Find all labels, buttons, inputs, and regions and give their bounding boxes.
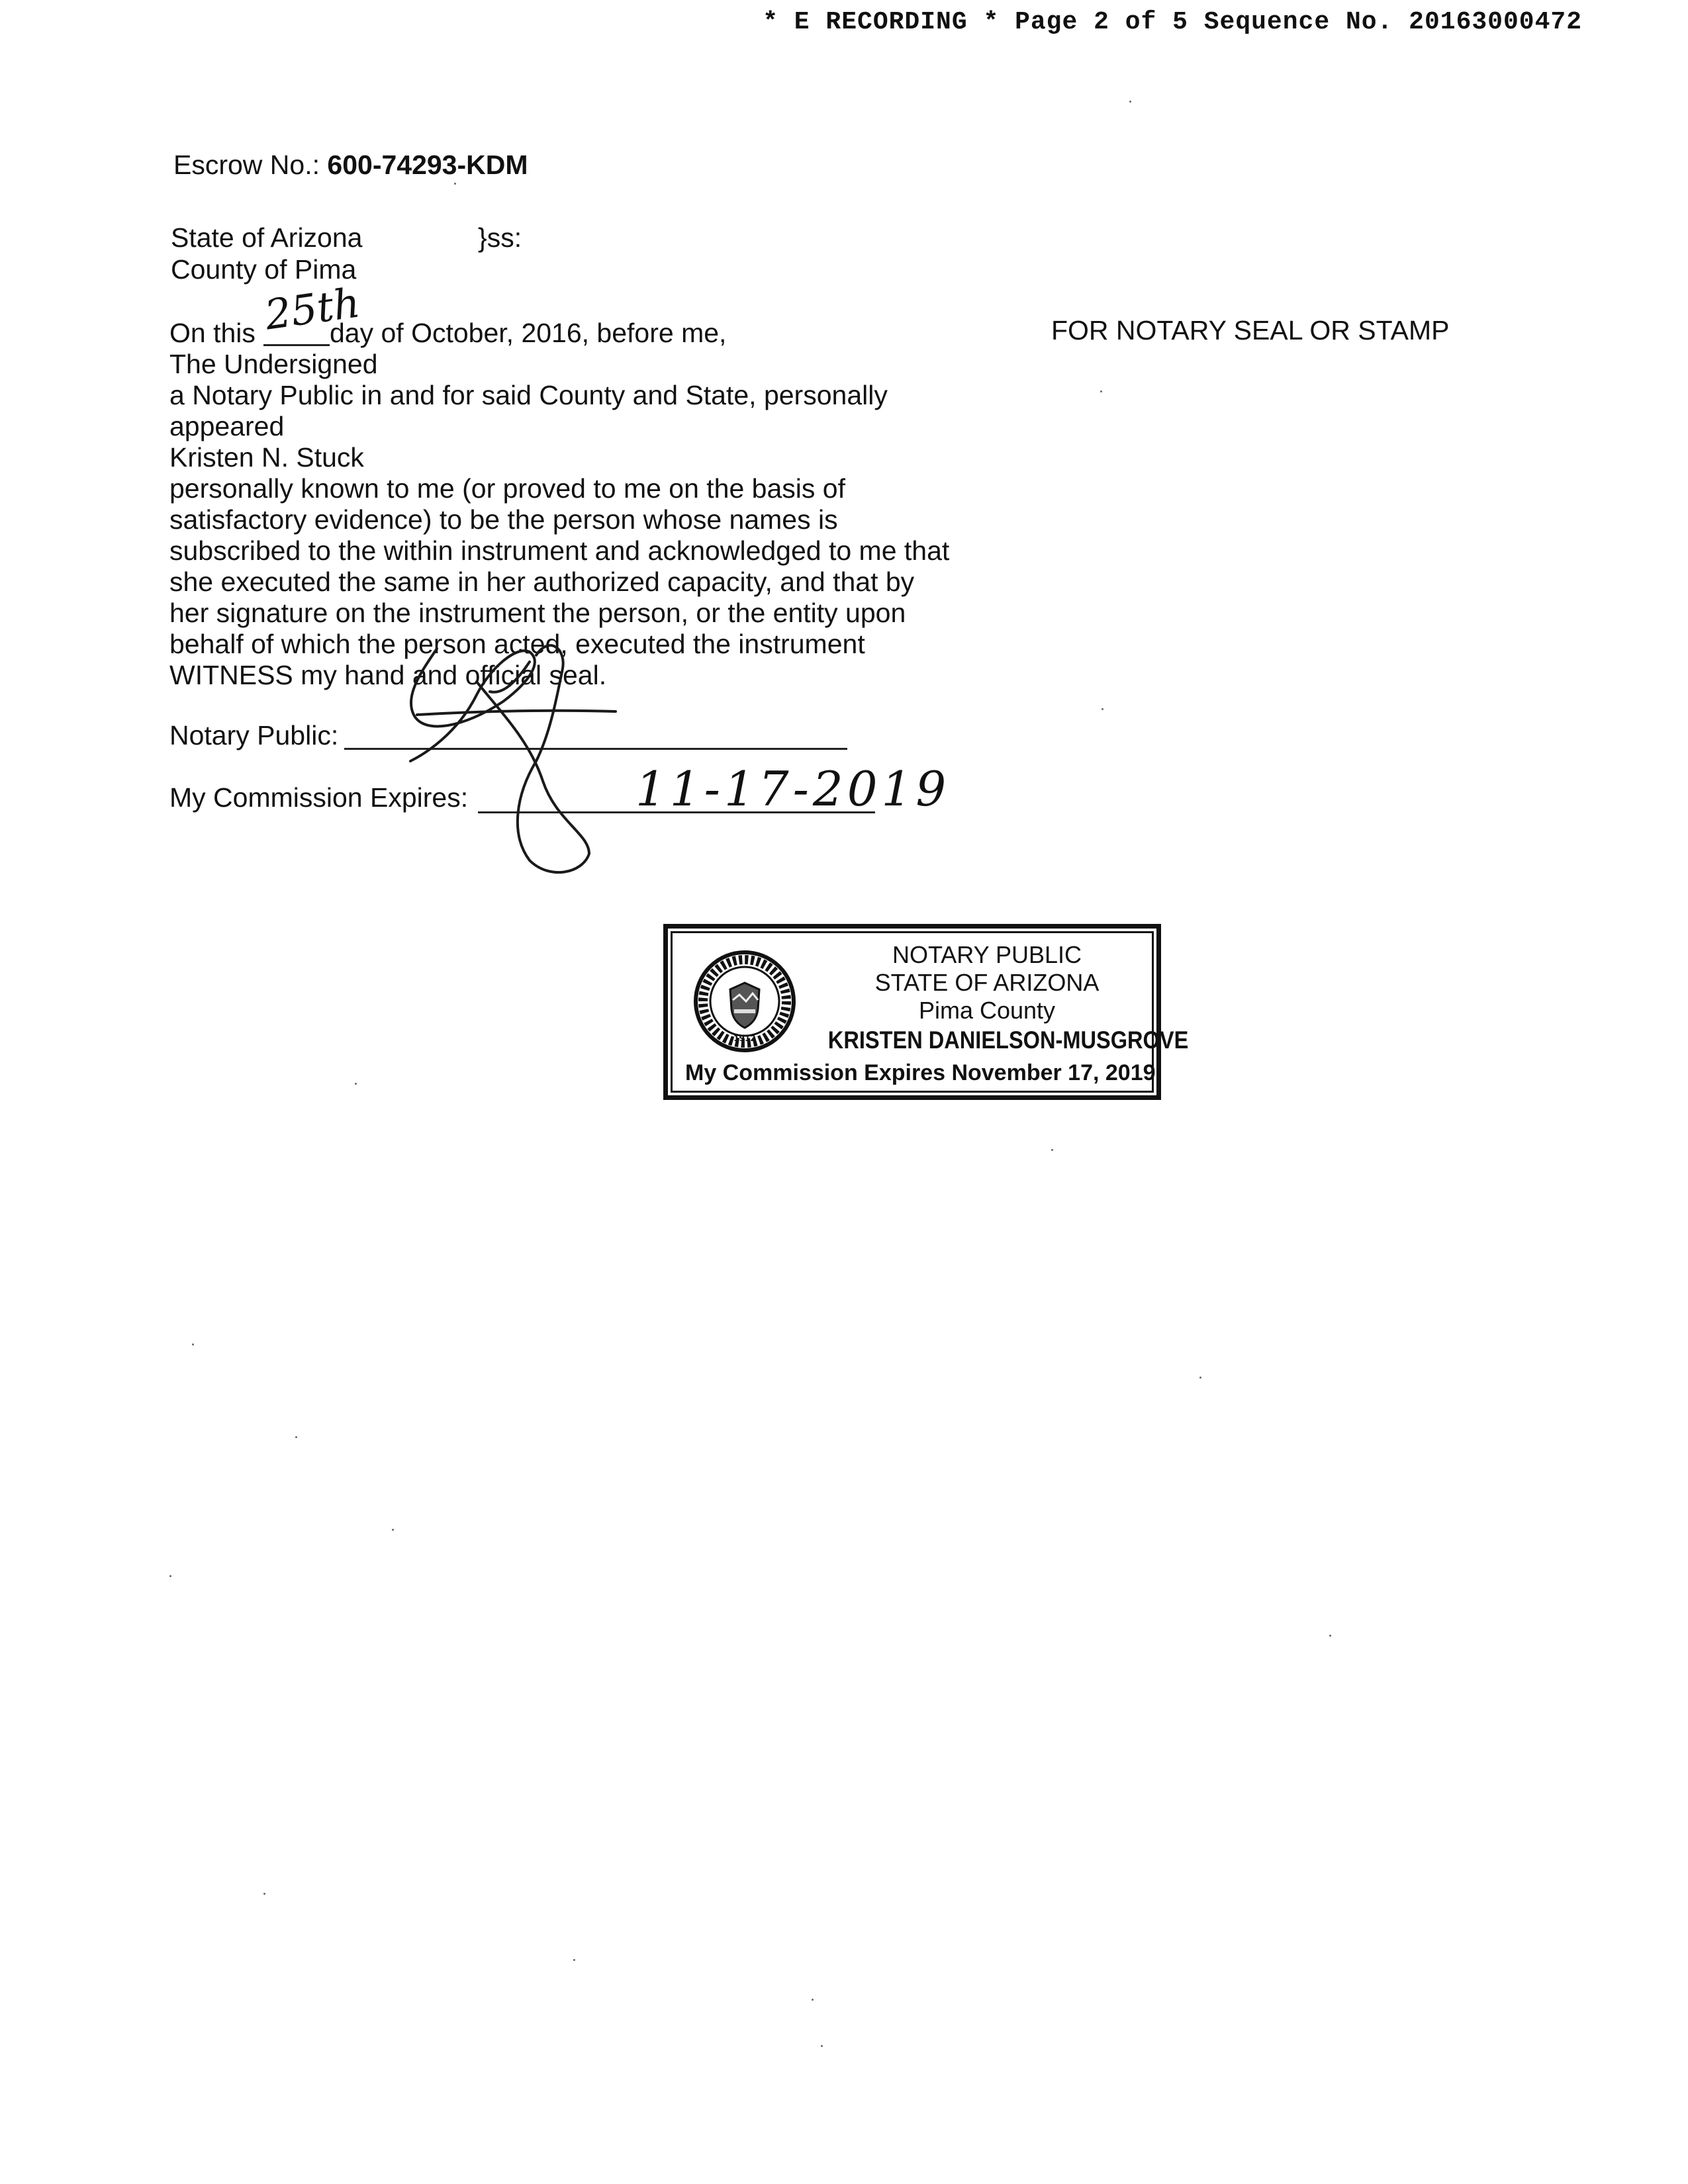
- notary-stamp: [663, 924, 1189, 1100]
- scan-speck: [1102, 708, 1103, 710]
- handwritten-day: 25th: [261, 278, 363, 340]
- ack-line: a Notary Public in and for said County and State, personally: [169, 380, 888, 410]
- scan-speck: [812, 1999, 814, 2001]
- ack-line: subscribed to the within instrument and acknowledged to me that: [169, 535, 950, 566]
- scan-speck: [1100, 390, 1102, 392]
- scan-speck: [392, 1529, 394, 1531]
- ack-line: she executed the same in her authorized capacity, and that by: [169, 567, 915, 597]
- scan-speck: [821, 2045, 823, 2047]
- venue-ss: }ss:: [478, 222, 522, 253]
- stamp-notary-name: KRISTEN DANIELSON-MUSGROVE: [827, 1026, 1189, 1054]
- notary-seal-label: FOR NOTARY SEAL OR STAMP: [1051, 315, 1450, 345]
- scan-speck: [454, 183, 456, 185]
- scan-speck: [573, 1959, 575, 1961]
- svg-text:1912: 1912: [733, 1034, 756, 1043]
- handwritten-commission-date: 11-17-2019: [635, 761, 951, 817]
- stamp-line-notary-public: NOTARY PUBLIC: [892, 941, 1082, 968]
- ack-line: satisfactory evidence) to be the person whose names is: [169, 504, 838, 535]
- ack-line: behalf of which the person acted, executed the instrument: [169, 629, 865, 659]
- scan-speck: [355, 1083, 357, 1085]
- escrow-number: 600-74293-KDM: [327, 150, 528, 180]
- scan-speck: [1129, 101, 1131, 103]
- ack-line: personally known to me (or proved to me on the basis of: [169, 473, 845, 504]
- ack-line: The Undersigned: [169, 349, 378, 379]
- recording-header: * E RECORDING * Page 2 of 5 Sequence No. 20163000472: [763, 8, 1582, 36]
- stamp-expiration: My Commission Expires November 17, 2019: [685, 1060, 1156, 1085]
- ack-line: WITNESS my hand and official seal.: [169, 660, 607, 690]
- scan-speck: [1199, 1377, 1201, 1379]
- ack-line: her signature on the instrument the person, or the entity upon: [169, 598, 906, 628]
- on-this-text: On this: [169, 318, 256, 348]
- scan-speck: [169, 1575, 171, 1577]
- ack-line: appeared: [169, 411, 285, 441]
- day-of-text: day of October, 2016, before me,: [330, 318, 727, 348]
- ack-line: Kristen N. Stuck: [169, 442, 364, 473]
- scan-speck: [1329, 1635, 1331, 1637]
- venue-county: County of Pima: [171, 254, 357, 285]
- venue-state: State of Arizona: [171, 222, 363, 253]
- stamp-line-state: STATE OF ARIZONA: [874, 969, 1100, 996]
- scan-speck: [192, 1343, 194, 1345]
- scan-speck: [295, 1436, 297, 1438]
- notary-public-label: Notary Public:: [169, 720, 339, 751]
- commission-expires-label: My Commission Expires:: [169, 782, 469, 813]
- scan-speck: [263, 1893, 265, 1895]
- arizona-seal-icon: [692, 948, 798, 1054]
- scan-speck: [1051, 1149, 1053, 1151]
- escrow-label: Escrow No.:: [173, 150, 320, 180]
- stamp-line-county: Pima County: [918, 997, 1056, 1024]
